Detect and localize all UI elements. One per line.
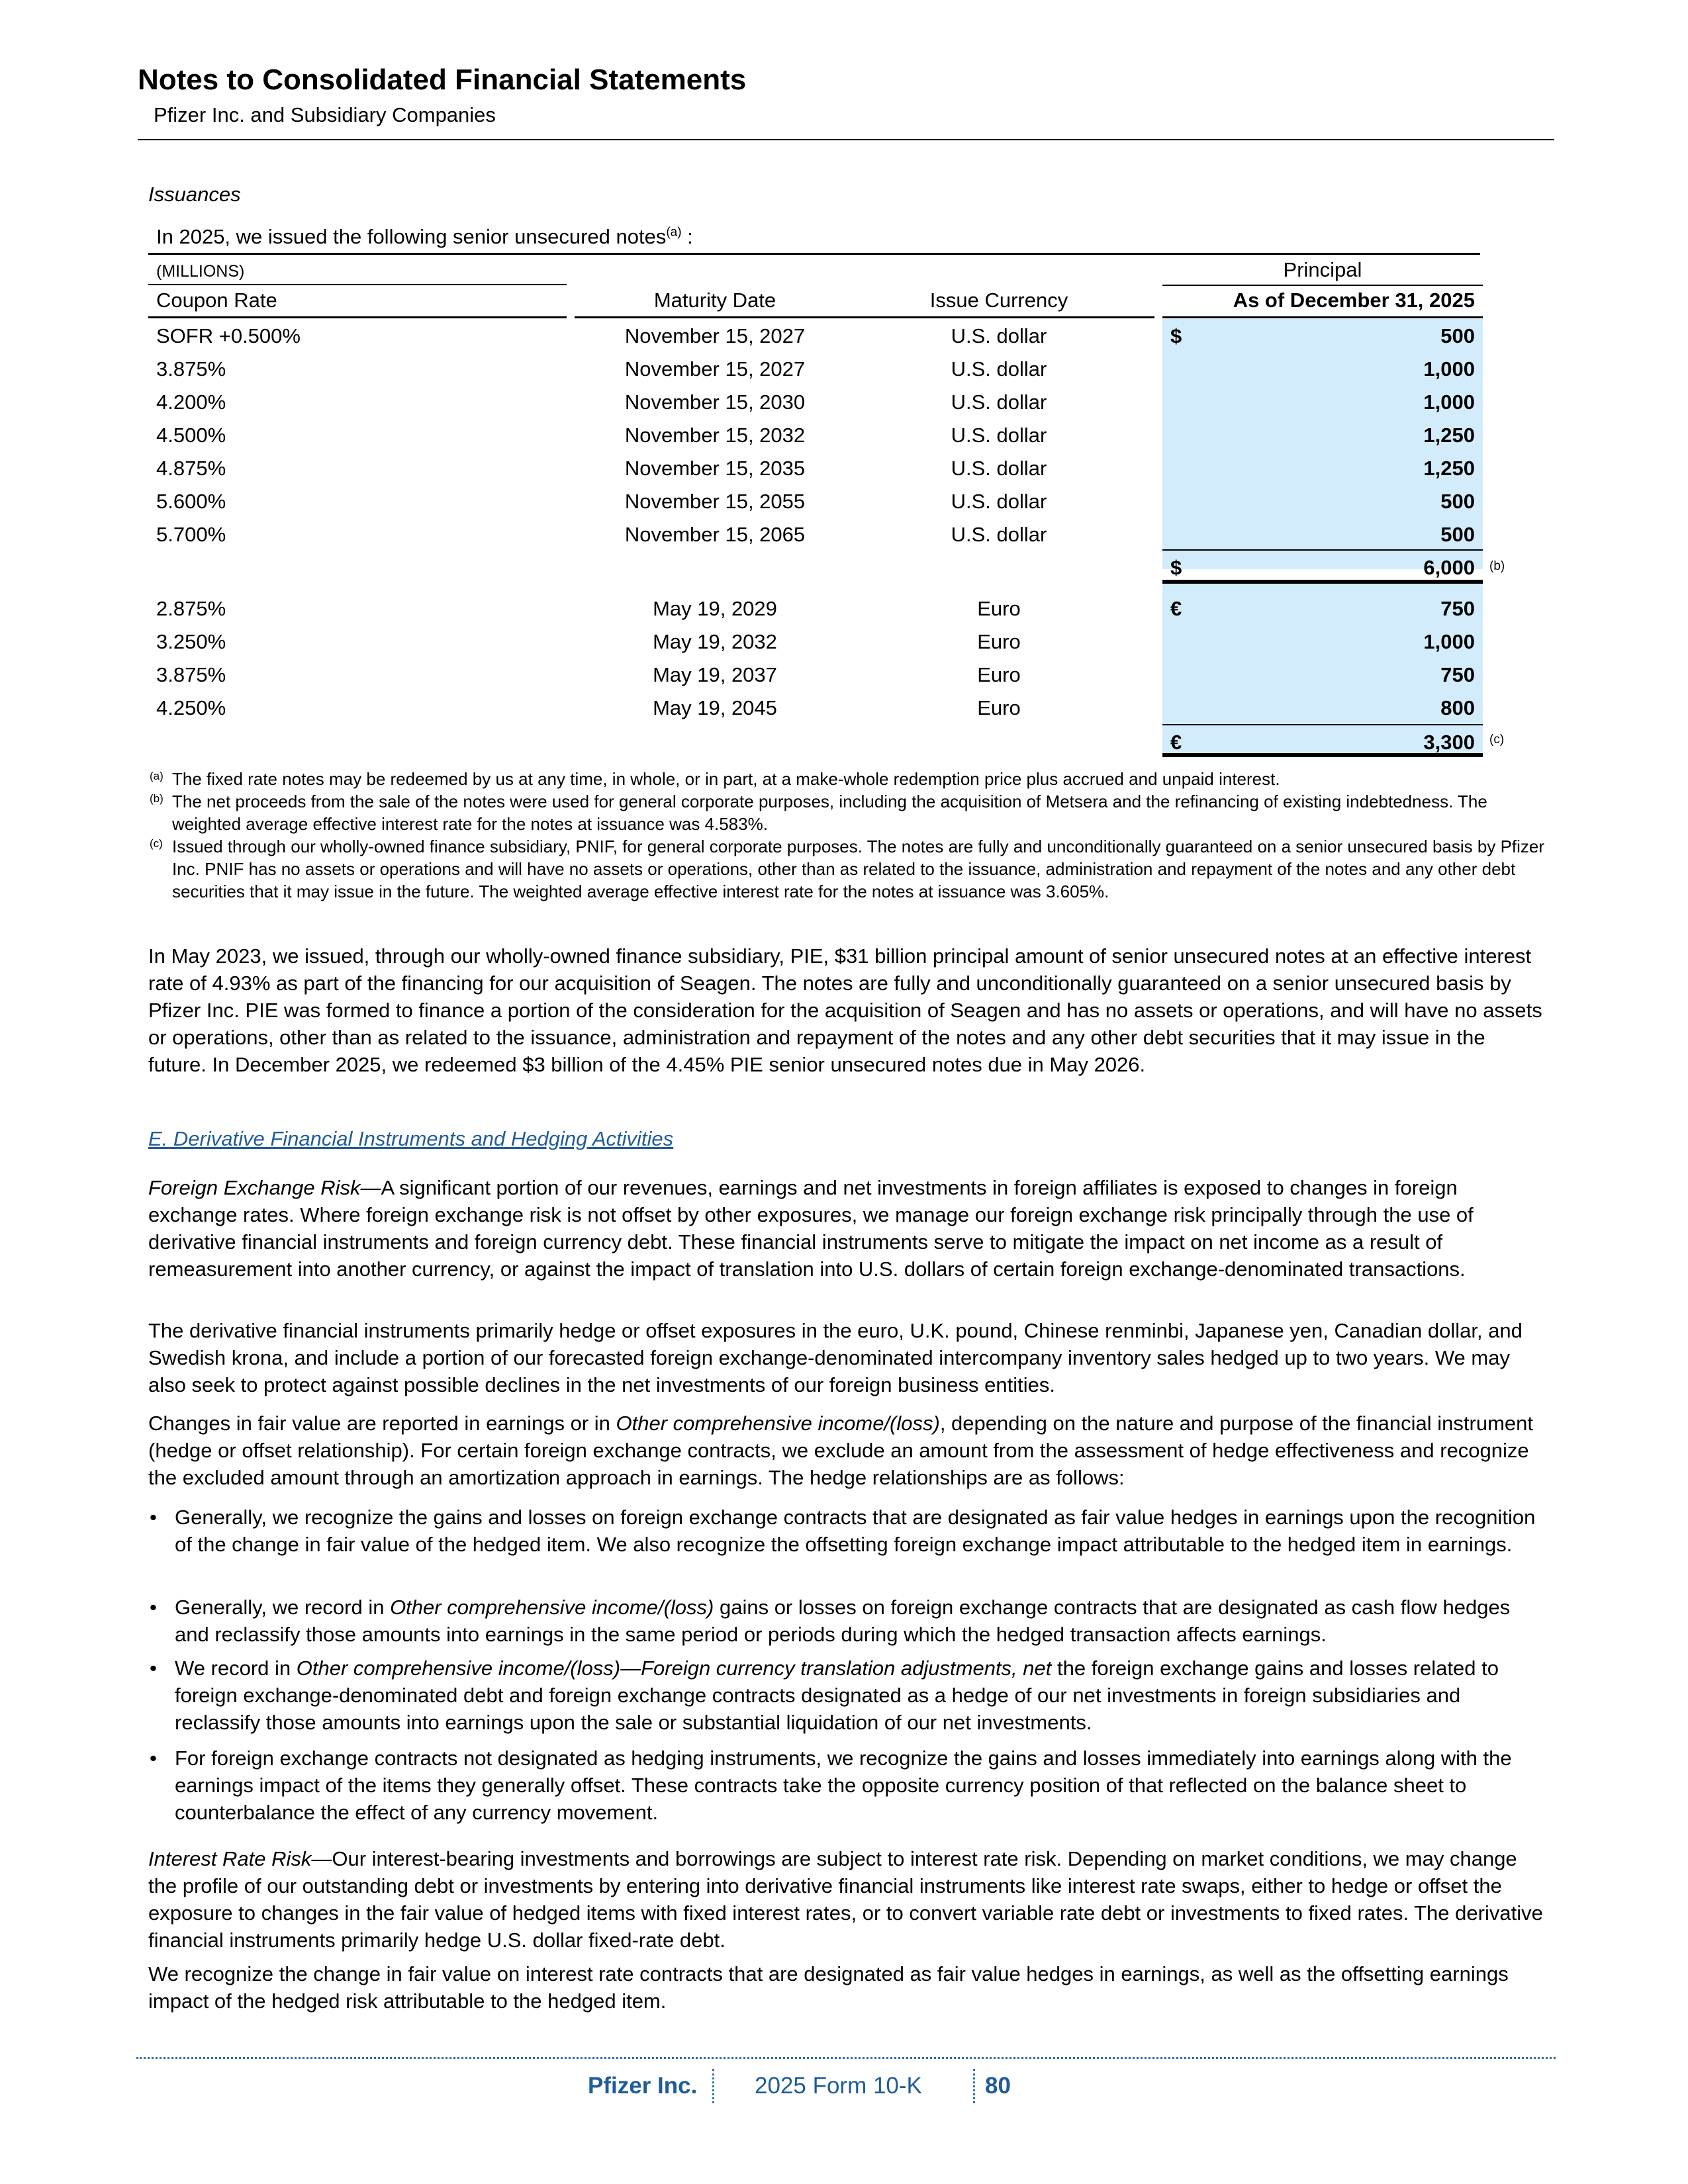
- currency-cell: U.S. dollar: [951, 424, 1047, 447]
- footnote-mark: (b): [150, 792, 164, 805]
- maturity-cell: November 15, 2027: [624, 357, 806, 381]
- hedge-relationships-list: [148, 1594, 1548, 1648]
- table-top-rule: [148, 253, 1480, 255]
- maturity-cell: November 15, 2065: [624, 523, 806, 546]
- amount-cell: 800: [1440, 696, 1475, 719]
- footer-separator: [973, 2069, 975, 2103]
- maturity-cell: May 19, 2037: [653, 663, 777, 686]
- header-rule-1: [148, 316, 567, 318]
- units-label: (MILLIONS): [156, 262, 245, 281]
- paragraph-text: The derivative financial instruments primarily hedge or offset exposures in the euro, U.K. pound, Chinese renminbi, Japanese yen, Canadian dollar, and Swedish krona, and include a portion of our forecasted foreign exchange-denominated intercompany inventory sales hedged up to two years. We may also seek to protect against possible declines in the net investments of our foreign business entities.: [148, 1319, 1523, 1396]
- notes-table: [148, 253, 1505, 762]
- footnote: [148, 835, 1552, 903]
- text-run: gains or losses on foreign exchange contracts that are designated as cash flow hedges and reclassify those amounts into earnings in the same period or periods during which the hedged transaction affects earnings.: [175, 1596, 1511, 1646]
- bullet-icon: •: [150, 1657, 157, 1680]
- italic-run: Other comprehensive income/(loss): [390, 1596, 714, 1619]
- footnote-text: Issued through our wholly-owned finance subsidiary, PNIF, for general corporate purposes. The notes are fully and unconditionally guaranteed on a senior unsecured basis by Pfizer Inc. PNIF has no assets or operations and will have no assets or operations, other than as related to the issuance, administration and repayment of the notes and any other debt securities that it may issue in the future. The weighted average effective interest rate for the notes at issuance was 3.605%.: [172, 837, 1545, 901]
- currency-cell: U.S. dollar: [951, 523, 1047, 546]
- maturity-cell: May 19, 2029: [653, 597, 777, 620]
- text-run: Generally, we record in: [175, 1596, 391, 1619]
- footer-form: 2025 Form 10-K: [755, 2073, 922, 2099]
- amount-cell: 1,250: [1423, 424, 1475, 447]
- hedge-relationships-list: [148, 1745, 1548, 1826]
- coupon-cell: 3.875%: [156, 357, 226, 381]
- maturity-cell: November 15, 2032: [624, 424, 806, 447]
- intro-tail: :: [681, 225, 693, 248]
- currency-cell: Euro: [977, 696, 1021, 719]
- maturity-cell: May 19, 2045: [653, 696, 777, 719]
- intro-footnote-ref: (a): [666, 225, 682, 240]
- currency-cell: U.S. dollar: [951, 324, 1047, 347]
- col-maturity-date: Maturity Date: [653, 289, 776, 312]
- footnote-text: The fixed rate notes may be redeemed by us at any time, in whole, or in part, at a make-whole redemption price plus accrued and unpaid interest.: [172, 769, 1280, 789]
- section-e-heading[interactable]: [148, 1125, 1548, 1152]
- header-rule-3: [837, 316, 1154, 318]
- pie-paragraph: [148, 942, 1548, 1078]
- amount-cell: 500: [1440, 490, 1475, 513]
- col-coupon-rate: Coupon Rate: [156, 289, 277, 312]
- header-rule-2: [575, 316, 855, 318]
- coupon-cell: 4.500%: [156, 424, 226, 447]
- currency-symbol: €: [1170, 597, 1182, 620]
- principal-rule: [1162, 285, 1483, 286]
- text-run: We record in: [175, 1657, 297, 1680]
- coupon-cell: 5.700%: [156, 523, 226, 546]
- bullet-icon: •: [150, 1747, 157, 1770]
- eur-total-footnote-ref: (c): [1489, 733, 1505, 747]
- maturity-cell: November 15, 2027: [624, 324, 806, 347]
- coupon-cell: 2.875%: [156, 597, 226, 620]
- usd-subtotal-rule: [1162, 549, 1483, 551]
- derivatives-paragraph: [148, 1317, 1548, 1398]
- currency-cell: Euro: [977, 630, 1021, 653]
- amount-cell: 1,000: [1423, 357, 1475, 381]
- footer-separator: [712, 2069, 714, 2103]
- fx-risk-paragraph: [148, 1174, 1548, 1283]
- currency-symbol: $: [1170, 324, 1182, 347]
- footnote: [148, 768, 1552, 790]
- currency-cell: Euro: [977, 663, 1021, 686]
- amount-cell: 1,250: [1423, 457, 1475, 480]
- intro-text: In 2025, we issued the following senior unsecured notes: [156, 225, 667, 248]
- list-item: [148, 1594, 1548, 1648]
- amount-cell: 1,000: [1423, 630, 1475, 653]
- text-run: the foreign exchange gains and losses related to foreign exchange-denominated debt and foreign exchange contracts designated as a hedge of our net investments in foreign subsidiaries and reclassify those amounts into earnings upon the sale or substantial liquidation of our net investments.: [175, 1657, 1499, 1734]
- coupon-cell: 4.250%: [156, 696, 226, 719]
- units-rule: [148, 284, 567, 285]
- header-rule-4: [1162, 316, 1483, 318]
- usd-total-amount: 6,000: [1423, 556, 1475, 579]
- footer-divider: [136, 2057, 1556, 2059]
- footer-company: Pfizer Inc.: [588, 2073, 698, 2099]
- italic-run: Other comprehensive income/(loss)—Foreign currency translation adjustments, net: [296, 1657, 1052, 1680]
- col-as-of-date: As of December 31, 2025: [1233, 289, 1475, 312]
- eur-total-double-rule: [1162, 753, 1483, 757]
- amount-cell: 750: [1440, 597, 1475, 620]
- eur-total-amount: 3,300: [1423, 731, 1475, 754]
- currency-cell: U.S. dollar: [951, 490, 1047, 513]
- usd-total-double-rule: [1162, 580, 1483, 584]
- footnote-mark: (c): [150, 837, 163, 850]
- list-item: [148, 1504, 1548, 1558]
- maturity-cell: November 15, 2035: [624, 457, 806, 480]
- col-issue-currency: Issue Currency: [929, 289, 1068, 312]
- page-subtitle: Pfizer Inc. and Subsidiary Companies: [154, 103, 496, 126]
- maturity-cell: November 15, 2030: [624, 390, 806, 414]
- header-divider: [138, 139, 1554, 140]
- list-item: [148, 1745, 1548, 1826]
- paragraph-text: In May 2023, we issued, through our wholly-owned finance subsidiary, PIE, $31 billion principal amount of senior unsecured notes at an effective interest rate of 4.93% as part of the financing for our acquisition of Seagen. The notes are fully and unconditionally guaranteed on a senior unsecured basis by Pfizer Inc. PIE was formed to finance a portion of the consideration for the acquisition of Seagen and has no assets or operations, and will have no assets or operations, other than as related to the issuance, administration and repayment of the notes and any other debt securities that it may issue in the future. In December 2025, we redeemed $3 billion of the 4.45% PIE senior unsecured notes due in May 2026.: [148, 944, 1542, 1076]
- amount-cell: 1,000: [1423, 390, 1475, 414]
- currency-cell: U.S. dollar: [951, 390, 1047, 414]
- footnote: [148, 790, 1552, 835]
- currency-cell: Euro: [977, 597, 1021, 620]
- list-item-text: Generally, we recognize the gains and losses on foreign exchange contracts that are designated as fair value hedges in earnings upon the recognition of the change in fair value of the hedged item. We also recognize the offsetting foreign exchange impact attributable to the hedged item in earnings.: [175, 1506, 1536, 1556]
- interest-rate-risk-paragraph: [148, 1845, 1548, 1954]
- total-currency-symbol: $: [1170, 556, 1182, 579]
- bullet-icon: •: [150, 1506, 157, 1529]
- maturity-cell: May 19, 2032: [653, 630, 777, 653]
- list-item: [148, 1655, 1548, 1736]
- amount-cell: 500: [1440, 324, 1475, 347]
- text-run: Changes in fair value are reported in earnings or in: [148, 1412, 616, 1435]
- eur-subtotal-rule: [1162, 724, 1483, 725]
- footer-page-number: 80: [985, 2073, 1011, 2099]
- footnote-text: The net proceeds from the sale of the notes were used for general corporate purposes, including the acquisition of Metsera and the refinancing of existing indebtedness. The weighted average effective interest rate for the notes at issuance was 4.583%.: [172, 792, 1487, 834]
- hedge-relationships-list: [148, 1504, 1548, 1558]
- amount-cell: 750: [1440, 663, 1475, 686]
- total-currency-symbol: €: [1170, 731, 1182, 754]
- paragraph-text: We recognize the change in fair value on interest rate contracts that are designated as fair value hedges in earnings, as well as the offsetting earnings impact of the hedged risk attributable to the hedged item.: [148, 1962, 1509, 2013]
- coupon-cell: SOFR +0.500%: [156, 324, 301, 347]
- coupon-cell: 3.875%: [156, 663, 226, 686]
- page-title: Notes to Consolidated Financial Statements: [138, 64, 747, 96]
- issuances-heading: Issuances: [148, 183, 241, 206]
- fx-risk-label: Foreign Exchange Risk: [148, 1176, 361, 1199]
- italic-run: Other comprehensive income/(loss): [616, 1412, 940, 1435]
- currency-cell: U.S. dollar: [951, 357, 1047, 381]
- list-item-text: For foreign exchange contracts not designated as hedging instruments, we recognize the gains and losses immediately into earnings along with the earnings impact of the items they generally offset. These contracts take the opposite currency position of that reflected on the balance sheet to counterbalance the effect of any currency movement.: [175, 1747, 1512, 1824]
- ir-risk-label: Interest Rate Risk: [148, 1847, 312, 1870]
- section-e-link[interactable]: E. Derivative Financial Instruments and Hedging Activities: [148, 1127, 674, 1150]
- bullet-icon: •: [150, 1596, 157, 1619]
- coupon-cell: 4.200%: [156, 390, 226, 414]
- fx-risk-text: —A significant portion of our revenues, earnings and net investments in foreign affiliates is exposed to changes in foreign exchange rates. Where foreign exchange risk is not offset by other exposures, we manage our foreign exchange risk principally through the use of derivative financial instruments and foreign currency debt. These financial instruments serve to mitigate the impact on net income as a result of remeasurement into another currency, or against the impact of translation into U.S. dollars of certain foreign exchange-denominated transactions.: [148, 1176, 1474, 1281]
- issuances-intro: [156, 225, 693, 249]
- text-run: , depending on the nature and purpose of the financial instrument (hedge or offset relationship). For certain foreign exchange contracts, we exclude an amount from the assessment of hedge effectiveness and recognize the excluded amount through an amortization approach in earnings. The hedge relationships are as follows:: [148, 1412, 1534, 1489]
- usd-total-footnote-ref: (b): [1489, 559, 1505, 573]
- coupon-cell: 5.600%: [156, 490, 226, 513]
- fair-value-paragraph: [148, 1410, 1548, 1491]
- hedge-relationships-list: [148, 1655, 1548, 1736]
- footnote-mark: (a): [150, 770, 164, 782]
- amount-cell: 500: [1440, 523, 1475, 546]
- maturity-cell: November 15, 2055: [624, 490, 806, 513]
- coupon-cell: 3.250%: [156, 630, 226, 653]
- ir-risk-text: —Our interest-bearing investments and borrowings are subject to interest rate risk. Depending on market conditions, we may change the profile of our outstanding debt or investments by entering into derivative financial instruments like interest rate swaps, either to hedge or offset the exposure to changes in the fair value of hedged items with fixed interest rates, or to convert variable rate debt or investments to fixed rates. The derivative financial instruments primarily hedge U.S. dollar fixed-rate debt.: [148, 1847, 1543, 1952]
- last-paragraph: [148, 1960, 1548, 2015]
- coupon-cell: 4.875%: [156, 457, 226, 480]
- table-footnotes: [148, 768, 1552, 903]
- principal-label: Principal: [1283, 258, 1362, 281]
- currency-cell: U.S. dollar: [951, 457, 1047, 480]
